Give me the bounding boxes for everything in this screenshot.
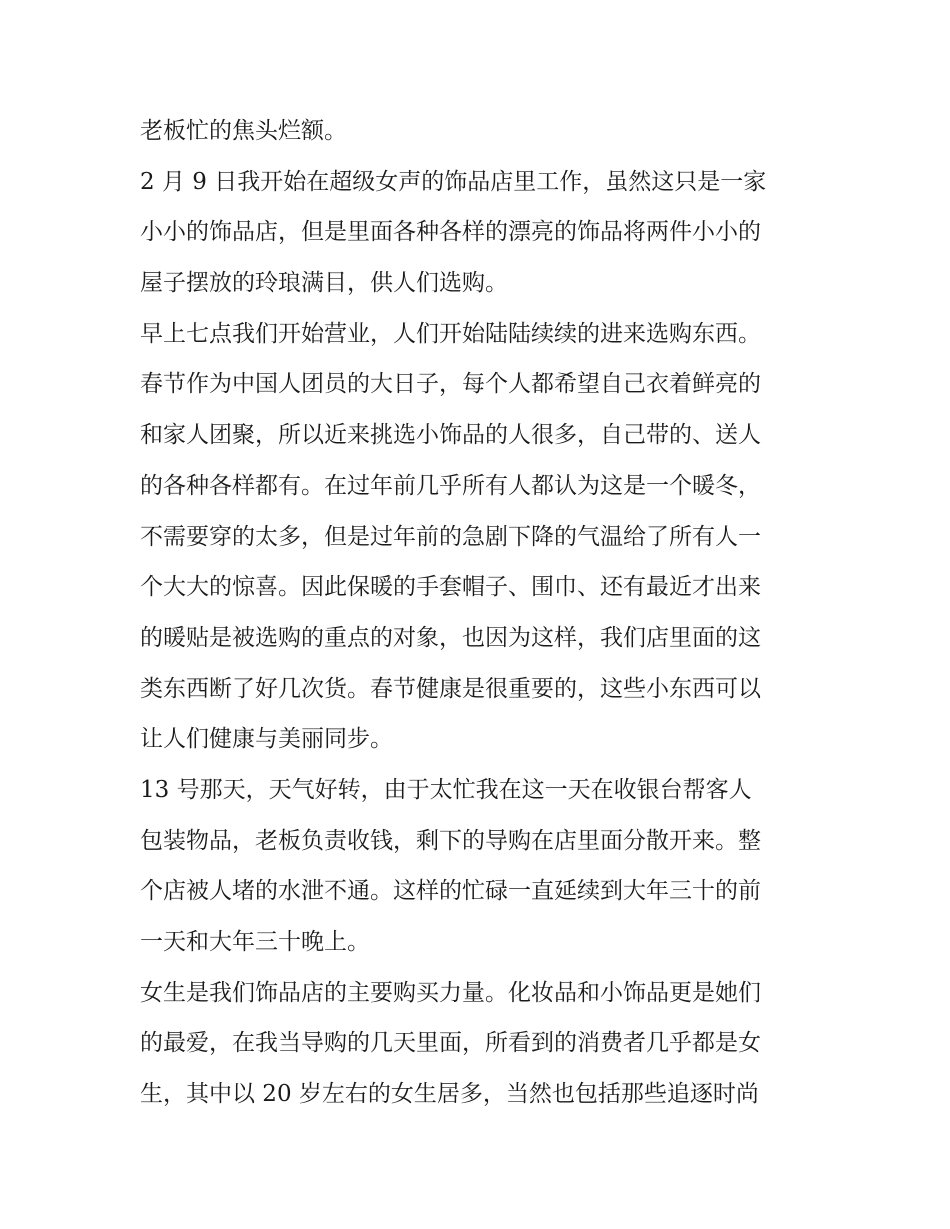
text-line: 的各种各样都有。在过年前几乎所有人都认为这是一个暖冬， [140, 472, 761, 499]
text-line: 和家人团聚，所以近来挑选小饰品的人很多，自己带的、送人 [140, 422, 761, 449]
text-line: 早上七点我们开始营业，人们开始陆陆续续的进来选购东西。 [140, 320, 761, 347]
text-line: 老板忙的焦头烂额。 [140, 118, 347, 144]
text-line: 个大大的惊喜。因此保暖的手套帽子、围巾、还有最近才出来 [140, 574, 761, 601]
text-line: 2 月 9 日我开始在超级女声的饰品店里工作，虽然这只是一家 [140, 168, 767, 195]
text-line: 个店被人堵的水泄不通。这样的忙碌一直延续到大年三十的前 [140, 878, 761, 905]
body-text [140, 106, 830, 1120]
text-line: 生，其中以 20 岁左右的女生居多，当然也包括那些追逐时尚 [140, 1081, 759, 1108]
text-line: 小小的饰品店，但是里面各种各样的漂亮的饰品将两件小小的 [140, 219, 761, 246]
text-line: 不需要穿的太多，但是过年前的急剧下降的气温给了所有人一 [140, 523, 761, 550]
text-line: 让人们健康与美丽同步。 [140, 726, 393, 753]
text-line: 屋子摆放的玲琅满目，供人们选购。 [140, 270, 508, 297]
text-line: 的最爱，在我当导购的几天里面，所看到的消费者几乎都是女 [140, 1030, 761, 1057]
text-line: 类东西断了好几次货。春节健康是很重要的，这些小东西可以 [140, 675, 761, 702]
text-line: 一天和大年三十晚上。 [140, 929, 370, 955]
text-line: 春节作为中国人团员的大日子，每个人都希望自己衣着鲜亮的 [140, 371, 761, 398]
text-line: 包装物品，老板负责收钱，剩下的导购在店里面分散开来。整 [140, 827, 761, 854]
text-line: 的暖贴是被选购的重点的对象，也因为这样，我们店里面的这 [140, 624, 761, 651]
text-line: 13 号那天，天气好转，由于太忙我在这一天在收银台帮客人 [140, 776, 752, 803]
text-line: 女生是我们饰品店的主要购买力量。化妆品和小饰品更是她们 [140, 979, 761, 1006]
